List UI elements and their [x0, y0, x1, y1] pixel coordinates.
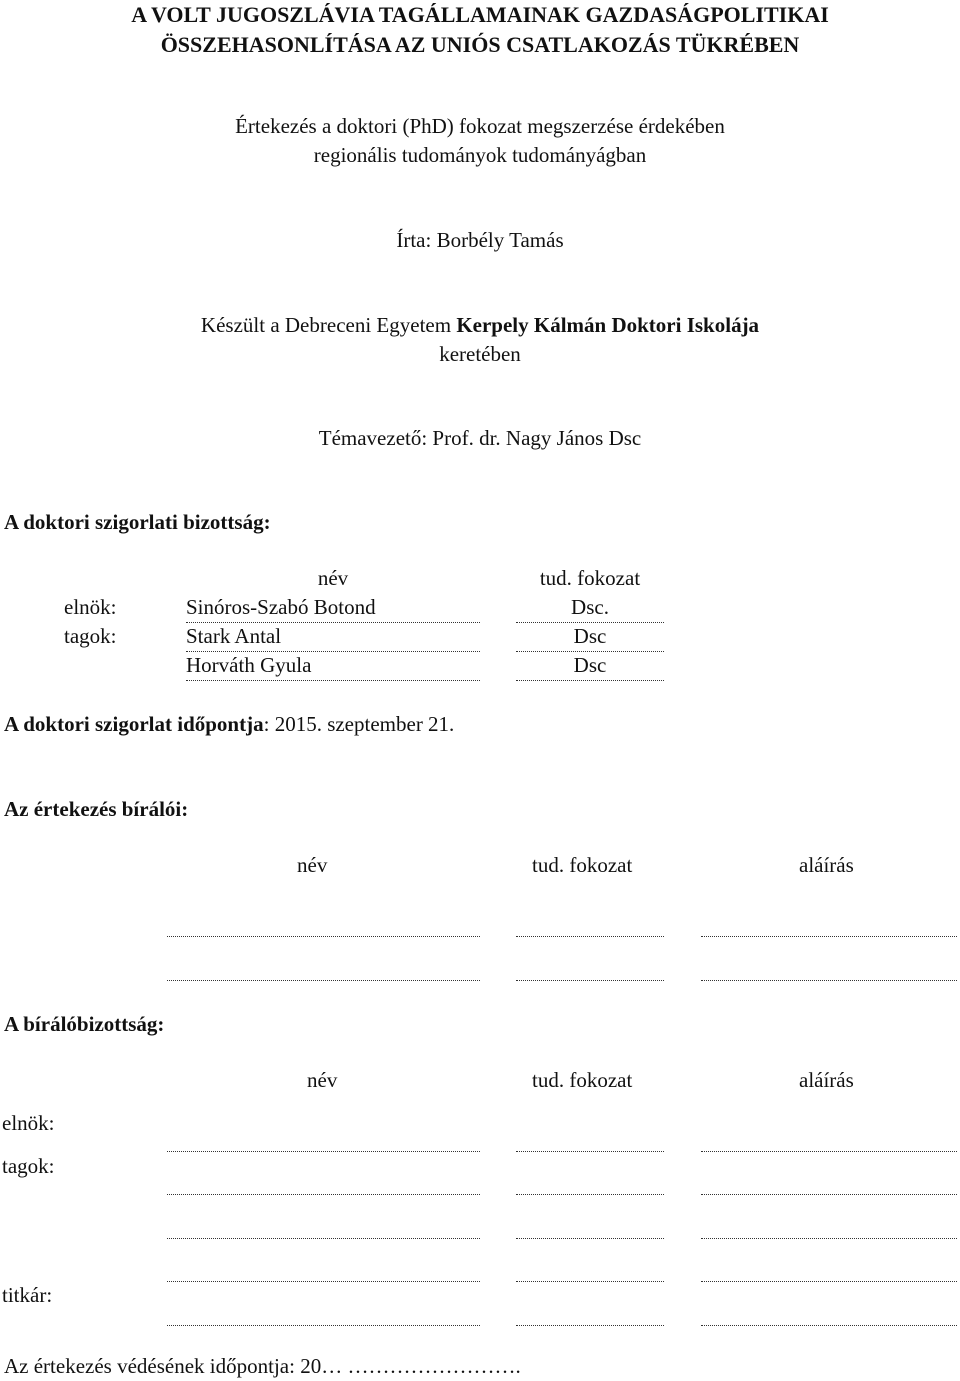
exam-row-1-degree: Dsc. — [571, 595, 609, 619]
institution-suffix: keretében — [439, 342, 521, 366]
review-member-3-signature-line — [701, 1281, 957, 1282]
review-member-1-name-line — [167, 1194, 480, 1195]
review-col-degree: tud. fokozat — [532, 1068, 633, 1092]
institution-prefix: Készült a Debreceni Egyetem — [200, 313, 457, 337]
exam-row-1-name: Sinóros-Szabó Botond — [186, 595, 376, 619]
reviewer-2-signature-line — [701, 980, 957, 981]
thesis-title-line-2: ÖSSZEHASONLÍTÁSA AZ UNIÓS CSATLAKOZÁS TÜKRÉBEN — [160, 32, 800, 57]
review-secretary-name-line — [167, 1325, 480, 1326]
reviewer-1-degree-line — [516, 936, 664, 937]
exam-row-2-degree: Dsc — [573, 624, 607, 648]
institution-line — [0, 313, 960, 338]
exam-row-3-degree-line — [516, 680, 664, 681]
review-role-secretary: titkár: — [2, 1283, 53, 1307]
review-member-2-degree-line — [516, 1238, 664, 1239]
defense-date: Az értekezés védésének időpontja: 20… ……………………. — [4, 1354, 521, 1378]
exam-row-2-role: tagok: — [64, 624, 117, 648]
review-role-members: tagok: — [2, 1154, 55, 1178]
review-col-name: név — [307, 1068, 338, 1092]
review-member-3-name-line — [167, 1281, 480, 1282]
review-member-3-degree-line — [516, 1281, 664, 1282]
exam-committee-heading: A doktori szigorlati bizottság: — [4, 510, 271, 534]
doctoral-school: Kerpely Kálmán Doktori Iskolája — [456, 313, 760, 337]
exam-date-value: : 2015. szeptember 21. — [263, 712, 455, 736]
exam-row-1-role: elnök: — [64, 595, 117, 619]
review-chair-degree-line — [516, 1151, 664, 1152]
exam-row-3-degree: Dsc — [573, 653, 607, 677]
review-col-signature: aláírás — [799, 1068, 854, 1092]
exam-row-1-name-line — [186, 622, 480, 623]
reviewer-1-name-line — [167, 936, 480, 937]
review-member-1-degree-line — [516, 1194, 664, 1195]
subtitle-line-1: Értekezés a doktori (PhD) fokozat megszerzése érdekében — [235, 114, 725, 138]
thesis-title-line-1: A VOLT JUGOSZLÁVIA TAGÁLLAMAINAK GAZDASÁGPOLITIKAI — [131, 2, 829, 27]
review-chair-name-line — [167, 1151, 480, 1152]
exam-row-2-name-line — [186, 651, 480, 652]
exam-row-1-degree-line — [516, 622, 664, 623]
exam-date-label: A doktori szigorlat időpontja — [4, 712, 264, 736]
reviewers-col-name: név — [297, 853, 328, 877]
review-member-2-signature-line — [701, 1238, 957, 1239]
review-member-1-signature-line — [701, 1194, 957, 1195]
exam-col-name: név — [317, 566, 349, 590]
reviewer-2-name-line — [167, 980, 480, 981]
subtitle-line-2: regionális tudományok tudományágban — [313, 143, 647, 167]
exam-row-2-degree-line — [516, 651, 664, 652]
supervisor: Témavezető: Prof. dr. Nagy János Dsc — [318, 426, 642, 450]
reviewers-col-degree: tud. fokozat — [532, 853, 633, 877]
exam-col-degree: tud. fokozat — [539, 566, 641, 590]
review-member-2-name-line — [167, 1238, 480, 1239]
review-role-chair: elnök: — [2, 1111, 55, 1135]
review-secretary-signature-line — [701, 1325, 957, 1326]
review-chair-signature-line — [701, 1151, 957, 1152]
reviewer-1-signature-line — [701, 936, 957, 937]
exam-date — [4, 712, 454, 737]
exam-row-3-name-line — [186, 680, 480, 681]
author: Írta: Borbély Tamás — [396, 228, 564, 252]
exam-row-2-name: Stark Antal — [186, 624, 282, 648]
exam-row-3-name: Horváth Gyula — [186, 653, 312, 677]
reviewer-2-degree-line — [516, 980, 664, 981]
reviewers-col-signature: aláírás — [799, 853, 854, 877]
reviewers-heading: Az értekezés bírálói: — [4, 797, 189, 821]
review-secretary-degree-line — [516, 1325, 664, 1326]
review-committee-heading: A bírálóbizottság: — [4, 1012, 165, 1036]
